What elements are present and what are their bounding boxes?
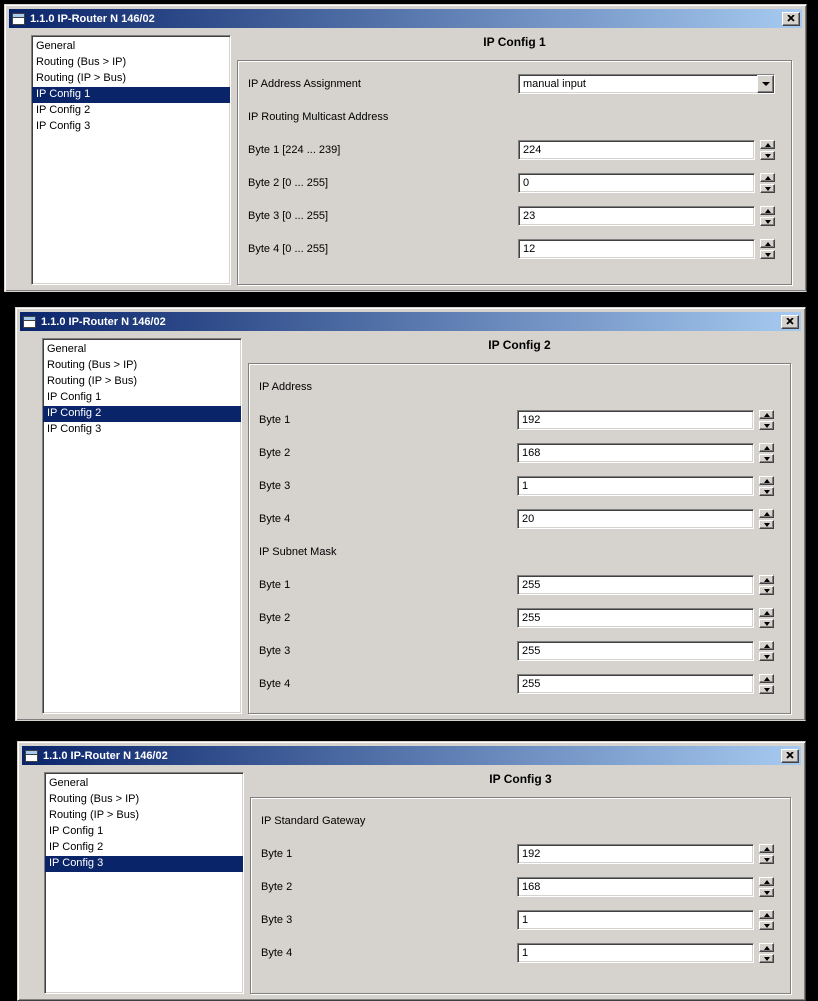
byte-value-input[interactable]: 23 [518, 206, 755, 226]
parameter-row [259, 443, 774, 463]
close-icon [786, 318, 794, 325]
spin-field-group [517, 410, 774, 430]
byte-value-input[interactable]: 168 [517, 877, 754, 897]
window-title: 1.1.0 IP-Router N 146/02 [30, 12, 155, 25]
spinner [759, 575, 774, 595]
parameter-rows [249, 364, 790, 694]
spinner [759, 910, 774, 930]
parameter-label: Byte 3 [259, 645, 291, 657]
spin-down-button[interactable] [759, 487, 774, 496]
spin-field-group [517, 877, 774, 897]
spinner [760, 206, 775, 226]
parameter-label: Byte 4 [259, 513, 291, 525]
spin-field-group [518, 239, 775, 259]
parameter-row [259, 476, 774, 496]
dialog-window [4, 4, 807, 292]
parameter-label: Byte 2 [259, 612, 291, 624]
application-icon [23, 316, 36, 328]
arrow-down-icon [764, 655, 770, 659]
byte-value-input[interactable]: 192 [517, 844, 754, 864]
dropdown-arrow [762, 82, 770, 86]
parameter-row [248, 206, 775, 226]
sidebar-item[interactable]: Routing (IP > Bus) [49, 809, 139, 821]
spin-field-group [517, 674, 774, 694]
parameter-label: Byte 2 [261, 881, 293, 893]
arrow-up-icon [764, 913, 770, 917]
spin-down-button[interactable] [759, 652, 774, 661]
arrow-up-icon [764, 446, 770, 450]
ip-assignment-combobox[interactable] [518, 74, 775, 94]
spin-field-group [518, 140, 775, 160]
parameter-label: Byte 3 [259, 480, 291, 492]
spinner [759, 844, 774, 864]
arrow-up-icon [764, 611, 770, 615]
parameter-page-listbox[interactable] [42, 338, 242, 714]
spinner [759, 641, 774, 661]
spin-up-button[interactable] [759, 943, 774, 952]
spinner [760, 140, 775, 160]
close-icon [786, 752, 794, 759]
parameter-label: IP Subnet Mask [259, 546, 337, 558]
spin-up-button[interactable] [759, 910, 774, 919]
spin-field-group [517, 443, 774, 463]
parameter-label: IP Address Assignment [248, 78, 361, 90]
spin-field-group [517, 575, 774, 595]
spin-up-button[interactable] [759, 443, 774, 452]
byte-value-input[interactable]: 255 [517, 641, 754, 661]
spin-up-button[interactable] [759, 575, 774, 584]
spin-down-button[interactable] [759, 586, 774, 595]
parameter-label: Byte 4 [259, 678, 291, 690]
byte-value-input[interactable]: 20 [517, 509, 754, 529]
sidebar-item[interactable]: Routing (Bus > IP) [36, 56, 127, 68]
byte-value-input[interactable]: 1 [517, 476, 754, 496]
sidebar-item[interactable]: IP Config 3 [36, 120, 91, 132]
sidebar-item-selected[interactable]: IP Config 1 [32, 87, 230, 103]
parameter-groupbox [250, 797, 791, 994]
parameter-row [259, 608, 774, 628]
parameter-panel [250, 772, 791, 994]
arrow-down-icon [764, 424, 770, 428]
panel-header: IP Config 3 [489, 772, 552, 786]
spin-up-button[interactable] [759, 608, 774, 617]
spinner [759, 476, 774, 496]
spin-up-button[interactable] [759, 641, 774, 650]
parameter-row [248, 239, 775, 259]
byte-value-input[interactable]: 255 [517, 608, 754, 628]
application-icon [12, 13, 25, 25]
parameter-row [261, 910, 774, 930]
panel-header: IP Config 1 [483, 35, 546, 49]
byte-value-input[interactable]: 168 [517, 443, 754, 463]
spin-down-button[interactable] [759, 619, 774, 628]
arrow-up-icon [764, 644, 770, 648]
spin-field-group [517, 641, 774, 661]
arrow-down-icon [765, 187, 771, 191]
sidebar-item[interactable]: General [49, 777, 89, 789]
spin-up-button[interactable] [759, 844, 774, 853]
spin-down-button[interactable] [759, 520, 774, 529]
sidebar-item[interactable]: Routing (Bus > IP) [49, 793, 140, 805]
spin-up-button[interactable] [759, 674, 774, 683]
arrow-down-icon [764, 924, 770, 928]
dialog-window [17, 741, 806, 1001]
parameter-page-listbox[interactable] [31, 35, 231, 285]
parameter-row [261, 844, 774, 864]
parameter-groupbox [237, 60, 792, 285]
arrow-up-icon [765, 242, 771, 246]
arrow-down-icon [765, 253, 771, 257]
spinner [760, 173, 775, 193]
sidebar-item-selected[interactable]: IP Config 2 [43, 406, 241, 422]
window-title: 1.1.0 IP-Router N 146/02 [41, 315, 166, 328]
spinner [759, 410, 774, 430]
parameter-panel [248, 338, 791, 714]
close-button[interactable] [781, 749, 799, 763]
title-bar[interactable] [20, 312, 801, 331]
spin-field-group [517, 608, 774, 628]
spin-down-button[interactable] [759, 421, 774, 430]
spinner [760, 239, 775, 259]
byte-value-input[interactable]: 192 [517, 410, 754, 430]
arrow-up-icon [764, 578, 770, 582]
byte-value-input[interactable]: 224 [518, 140, 755, 160]
spin-down-button[interactable] [760, 250, 775, 259]
spin-up-button[interactable] [759, 410, 774, 419]
arrow-down-icon [765, 154, 771, 158]
spinner [759, 608, 774, 628]
spin-down-button[interactable] [759, 855, 774, 864]
byte-value-input[interactable]: 255 [517, 575, 754, 595]
parameter-row [248, 140, 775, 160]
close-button[interactable] [782, 12, 800, 26]
parameter-label: Byte 3 [261, 914, 293, 926]
arrow-down-icon [764, 589, 770, 593]
parameter-row [261, 943, 774, 963]
arrow-down-icon [765, 220, 771, 224]
spinner [759, 509, 774, 529]
parameter-row [248, 74, 775, 94]
byte-value-input[interactable]: 12 [518, 239, 755, 259]
spin-field-group [517, 509, 774, 529]
spin-down-button[interactable] [759, 921, 774, 930]
arrow-up-icon [764, 677, 770, 681]
sidebar-item-selected[interactable]: IP Config 3 [45, 856, 243, 872]
close-icon [787, 15, 795, 22]
spin-down-button[interactable] [759, 685, 774, 694]
parameter-label: Byte 3 [0 ... 255] [248, 210, 329, 222]
spinner [759, 877, 774, 897]
arrow-up-icon [765, 176, 771, 180]
spin-down-button[interactable] [760, 217, 775, 226]
parameter-row [259, 509, 774, 529]
spin-up-button[interactable] [760, 239, 775, 248]
parameter-groupbox [248, 363, 791, 714]
sidebar-item[interactable]: General [36, 40, 76, 52]
spin-up-button[interactable] [759, 476, 774, 485]
spin-up-button[interactable] [759, 877, 774, 886]
arrow-up-icon [765, 143, 771, 147]
parameter-label: IP Routing Multicast Address [248, 111, 389, 123]
arrow-up-icon [764, 880, 770, 884]
sidebar-item[interactable]: IP Config 2 [49, 841, 104, 853]
panel-header: IP Config 2 [488, 338, 551, 352]
arrow-up-icon [764, 512, 770, 516]
parameter-label: IP Standard Gateway [261, 815, 366, 827]
sidebar-item[interactable]: Routing (Bus > IP) [47, 359, 138, 371]
arrow-down-icon [764, 858, 770, 862]
sidebar-item[interactable]: IP Config 3 [47, 423, 102, 435]
sidebar-item[interactable]: Routing (IP > Bus) [36, 72, 126, 84]
spinner [759, 443, 774, 463]
arrow-up-icon [764, 479, 770, 483]
parameter-rows [251, 798, 790, 963]
combobox-value: manual input [523, 78, 586, 90]
parameter-label: Byte 4 [261, 947, 293, 959]
sidebar-item[interactable]: IP Config 1 [47, 391, 102, 403]
parameter-row [261, 877, 774, 897]
spin-up-button[interactable] [760, 206, 775, 215]
parameter-row [248, 107, 775, 127]
arrow-down-icon [764, 688, 770, 692]
application-icon [25, 750, 38, 762]
parameter-label: Byte 4 [0 ... 255] [248, 243, 329, 255]
arrow-down-icon [764, 523, 770, 527]
parameter-row [259, 575, 774, 595]
arrow-down-icon [764, 490, 770, 494]
parameter-row [248, 173, 775, 193]
byte-value-input[interactable]: 1 [517, 910, 754, 930]
title-bar[interactable] [22, 746, 801, 765]
spin-down-button[interactable] [759, 954, 774, 963]
parameter-row [261, 811, 774, 831]
parameter-label: Byte 1 [259, 579, 291, 591]
sidebar-item[interactable]: IP Config 1 [49, 825, 104, 837]
sidebar-item[interactable]: IP Config 2 [36, 104, 91, 116]
arrow-down-icon [764, 891, 770, 895]
byte-value-input[interactable]: 0 [518, 173, 755, 193]
spin-field-group [517, 844, 774, 864]
parameter-row [259, 377, 774, 397]
spin-down-button[interactable] [760, 184, 775, 193]
parameter-label: Byte 1 [261, 848, 293, 860]
spin-down-button[interactable] [759, 888, 774, 897]
arrow-up-icon [764, 413, 770, 417]
close-button[interactable] [781, 315, 799, 329]
parameter-row [259, 542, 774, 562]
spin-down-button[interactable] [759, 454, 774, 463]
parameter-label: Byte 2 [0 ... 255] [248, 177, 329, 189]
title-bar[interactable] [9, 9, 802, 28]
parameter-row [259, 410, 774, 430]
spin-field-group [517, 910, 774, 930]
parameter-label: Byte 2 [259, 447, 291, 459]
arrow-up-icon [765, 209, 771, 213]
sidebar-item[interactable]: General [47, 343, 87, 355]
parameter-panel [237, 35, 792, 285]
spin-up-button[interactable] [759, 509, 774, 518]
spin-down-button[interactable] [760, 151, 775, 160]
spin-up-button[interactable] [760, 140, 775, 149]
spin-up-button[interactable] [760, 173, 775, 182]
spinner [759, 674, 774, 694]
parameter-row [259, 641, 774, 661]
spin-field-group [518, 206, 775, 226]
spin-field-group [517, 476, 774, 496]
spin-field-group [518, 173, 775, 193]
parameter-page-listbox[interactable] [44, 772, 244, 994]
window-title: 1.1.0 IP-Router N 146/02 [43, 749, 168, 762]
sidebar-item[interactable]: Routing (IP > Bus) [47, 375, 137, 387]
parameter-label: Byte 1 [259, 414, 291, 426]
parameter-label: Byte 1 [224 ... 239] [248, 144, 341, 156]
arrow-up-icon [764, 847, 770, 851]
parameter-row [259, 674, 774, 694]
parameter-rows [238, 61, 791, 259]
arrow-down-icon [764, 957, 770, 961]
byte-value-input[interactable]: 1 [517, 943, 754, 963]
spin-field-group [517, 943, 774, 963]
arrow-down-icon [764, 457, 770, 461]
byte-value-input[interactable]: 255 [517, 674, 754, 694]
dialog-window [15, 307, 806, 721]
arrow-down-icon [764, 622, 770, 626]
spinner [759, 943, 774, 963]
chevron-down-icon[interactable] [757, 75, 774, 93]
arrow-up-icon [764, 946, 770, 950]
parameter-label: IP Address [259, 381, 312, 393]
